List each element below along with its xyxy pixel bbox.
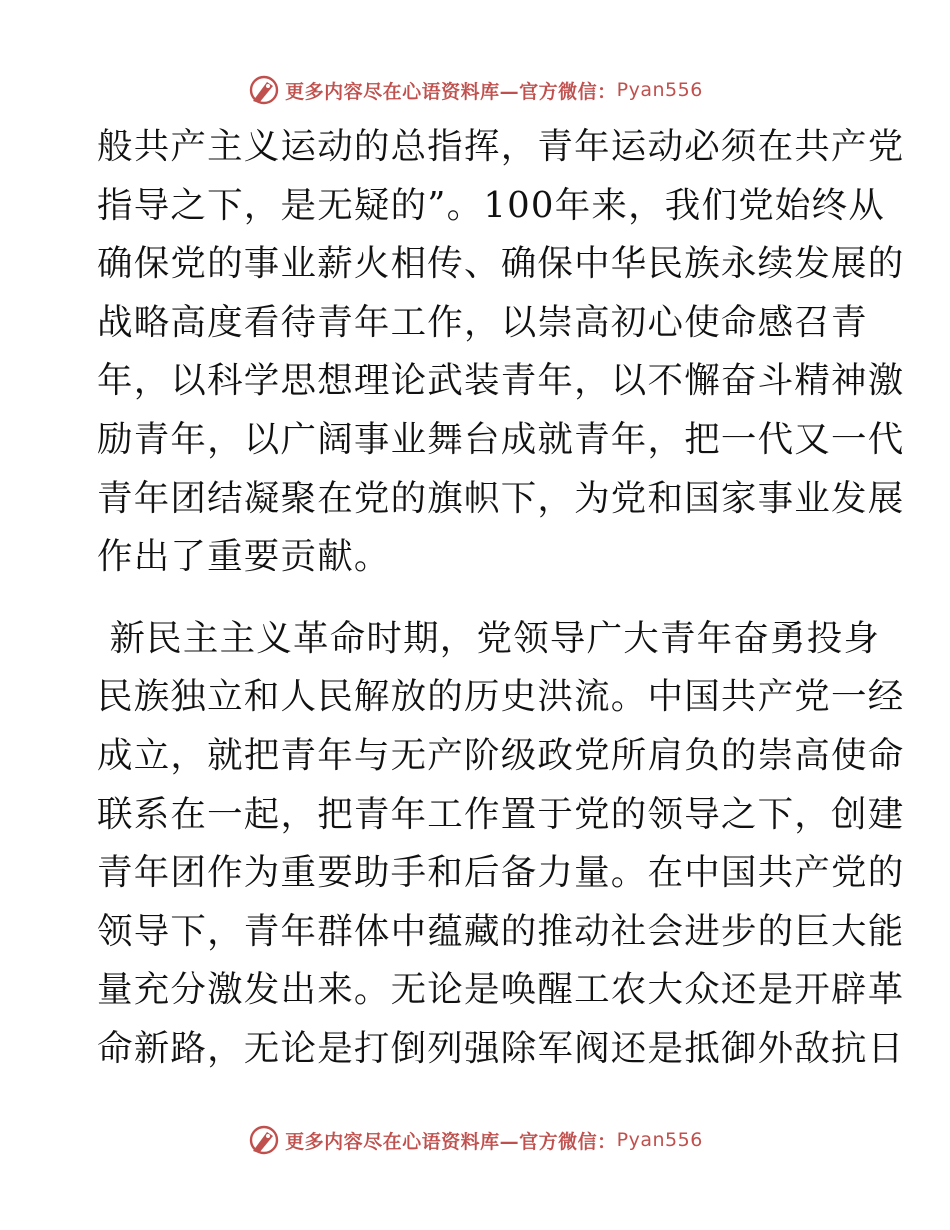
- text-line: 年，以科学思想理论武装青年，以不懈奋斗精神激: [97, 360, 905, 402]
- text-line: 青年团结凝聚在党的旗帜下，为党和国家事业发展: [97, 477, 905, 519]
- pen-nib-circle-icon: [247, 73, 281, 107]
- text-line: 青年团作为重要助手和后备力量。在中国共产党的: [97, 852, 905, 894]
- watermark-text: 更多内容尽在心语资料库—官方微信：: [285, 1130, 617, 1153]
- text-line: 确保党的事业薪火相传、确保中华民族永续发展的: [97, 243, 905, 285]
- text-line: 领导下，青年群体中蕴藏的推动社会进步的巨大能: [97, 910, 905, 952]
- text-line: 量充分激发出来。无论是唤醒工农大众还是开辟革: [97, 969, 905, 1011]
- text-line: 指导之下，是无疑的”。100年来，我们党始终从: [97, 184, 886, 226]
- watermark-account: Pyan556: [616, 1129, 703, 1151]
- watermark-account: Pyan556: [616, 79, 703, 101]
- text-line: 成立，就把青年与无产阶级政党所肩负的崇高使命: [97, 734, 905, 776]
- footer-watermark: [0, 1120, 950, 1160]
- pen-nib-circle-icon: [247, 1123, 281, 1157]
- paragraph: [97, 118, 905, 587]
- document-body: [97, 118, 905, 1079]
- text-line: 命新路，无论是打倒列强除军阀还是抵御外敌抗日: [97, 1027, 905, 1069]
- text-line: 般共产主义运动的总指挥，青年运动必须在共产党: [97, 126, 905, 167]
- paragraph: [97, 610, 905, 1079]
- text-line: 民族独立和人民解放的历史洪流。中国共产党一经: [97, 676, 905, 718]
- text-line: 作出了重要贡献。: [97, 536, 391, 578]
- text-line: 联系在一起，把青年工作置于党的领导之下，创建: [97, 793, 905, 835]
- watermark-text: 更多内容尽在心语资料库—官方微信：: [285, 80, 617, 103]
- text-line: 新民主主义革命时期，党领导广大青年奋勇投身: [97, 617, 881, 659]
- text-line: 励青年，以广阔事业舞台成就青年，把一代又一代: [97, 418, 905, 460]
- text-line: 战略高度看待青年工作，以崇高初心使命感召青: [97, 301, 868, 343]
- header-watermark: [0, 70, 950, 110]
- paragraph-spacer: [97, 587, 857, 610]
